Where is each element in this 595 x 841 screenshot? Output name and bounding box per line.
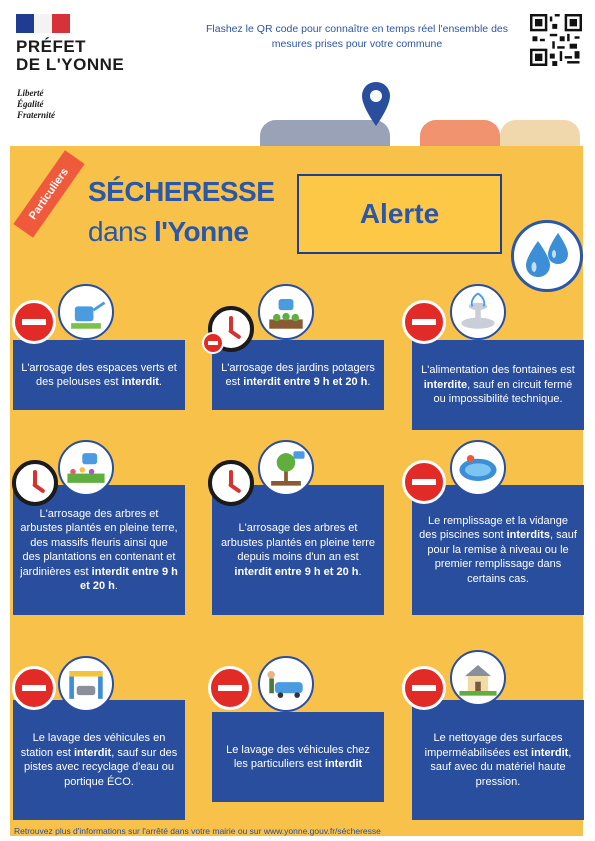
measure-card	[13, 340, 185, 410]
car-washing-person-icon	[258, 656, 314, 712]
watering-can-icon	[58, 284, 114, 340]
measure-card	[412, 340, 584, 430]
no-entry-icon	[12, 300, 56, 344]
page-title: SÉCHERESSE	[88, 176, 275, 207]
measure-card	[212, 712, 384, 802]
water-drops-icon	[511, 220, 583, 292]
swimming-pool-icon	[450, 440, 506, 496]
measure-text: L'arrosage des arbres et arbustes plantés en pleine terre depuis moins d'un an est interdit entre 9 h et 20 h.	[220, 522, 376, 578]
measure-text: Le lavage des véhicules en station est interdit, sauf sur des pistes avec recyclage d'eau ou portique ÉCO.	[20, 732, 178, 788]
measure-text: Le nettoyage des surfaces imperméabilisées est interdit, sauf avec du matériel haute pression.	[424, 732, 572, 788]
location-pin-icon	[361, 80, 391, 136]
no-entry-icon	[202, 332, 224, 354]
clock-icon	[12, 460, 58, 506]
measure-text: L'arrosage des arbres et arbustes plantés en pleine terre, des massifs fleuris ainsi que des plantations en contenant et jardinières est interdit entre 9 h et 20 h.	[20, 507, 178, 592]
measure-text: L'arrosage des jardins potagers est interdit entre 9 h et 20 h.	[221, 361, 375, 388]
alert-level-box	[297, 174, 502, 254]
no-entry-icon	[402, 300, 446, 344]
republic-motto: Liberté Égalité Fraternité	[17, 88, 56, 120]
measure-text: L'arrosage des espaces verts et des pelouses est interdit.	[21, 361, 177, 388]
prefecture-name: PRÉFET DE L'YONNE	[16, 37, 125, 74]
audience-ribbon: Particuliers	[13, 150, 84, 237]
fountain-icon	[450, 284, 506, 340]
measure-card	[412, 700, 584, 820]
measure-card	[412, 485, 584, 615]
car-wash-station-icon	[58, 656, 114, 712]
page-subtitle: dans l'Yonne	[88, 216, 249, 247]
no-entry-icon	[208, 666, 252, 710]
vegetable-garden-icon	[258, 284, 314, 340]
measure-text: Le remplissage et la vidange des piscines sont interdits, sauf pour la remise à niveau ou le premier remplissage dans certains cas.	[419, 514, 577, 585]
measure-card	[13, 700, 185, 820]
no-entry-icon	[12, 666, 56, 710]
footer-info-text: Retrouvez plus d'informations sur l'arrêté dans votre mairie ou sur www.yonne.gouv.fr/sécheresse	[14, 826, 381, 836]
clock-icon	[208, 460, 254, 506]
tree-planting-icon	[258, 440, 314, 496]
qr-instruction-text: Flashez le QR code pour connaître en temps réel l'ensemble des mesures prises pour votre commune	[206, 23, 508, 50]
measure-text: L'alimentation des fontaines est interdite, sauf en circuit fermé ou impossibilité technique.	[421, 364, 575, 406]
qr-code-icon[interactable]	[530, 14, 582, 66]
alert-level-label: Alerte	[359, 198, 440, 229]
house-surfaces-icon	[450, 650, 506, 706]
watering-flowers-icon	[58, 440, 114, 496]
marianne-flag-logo	[16, 14, 70, 33]
measure-text: Le lavage des véhicules chez les particuliers est interdit	[226, 743, 370, 770]
no-entry-icon	[402, 460, 446, 504]
no-entry-icon	[402, 666, 446, 710]
